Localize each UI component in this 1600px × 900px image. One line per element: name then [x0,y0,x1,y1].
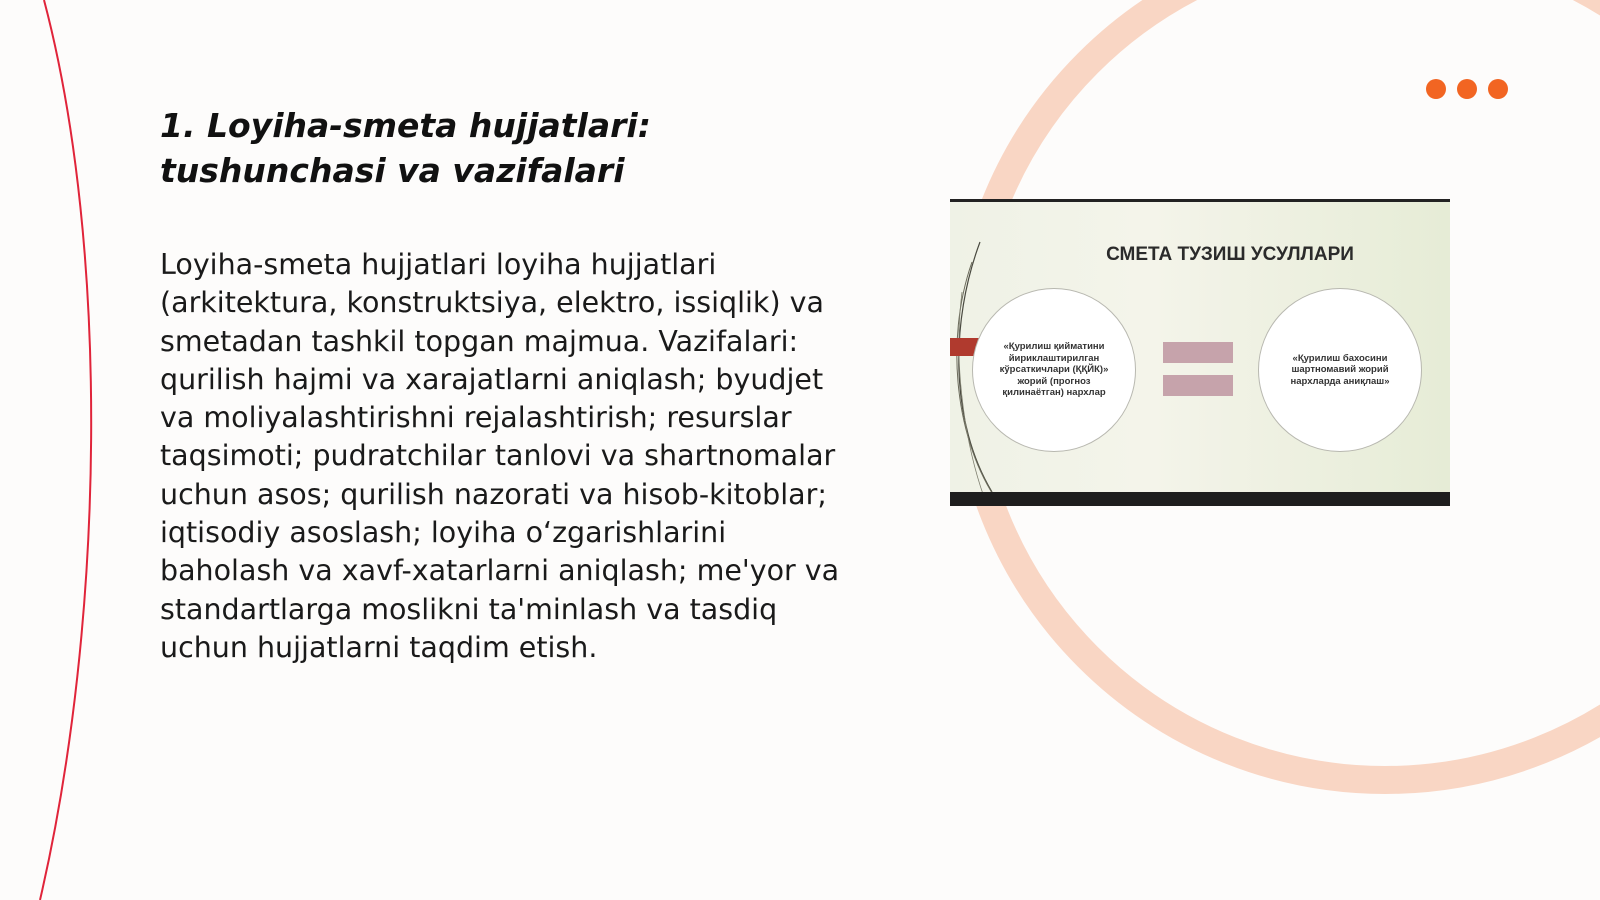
equals-bar-bottom [1163,375,1233,396]
slide-title-line-2: tushunchasi va vazifalari [160,151,625,190]
slide-body-text: Loyiha-smeta hujjatlari loyiha hujjatlari (arkitektura, konstruktsiya, elektro, issiqlik) va smetadan tashkil topgan majmua. Vazifalari: qurilish hajmi va xarajatlarni aniqlash; byudjet va moliyalashtirishni rejalashtirish; resurslar taqsimoti; pudratchilar tanlovi va shartnomalar uchun asos; qurilish nazorati va hisob-kitoblar; iqtisodiy asoslash; loyiha o‘zgarishlarini baholash va xavf-xatarlarni aniqlash; me'yor va standartlarga moslikni ta'minlash va tasdiq uchun hujjatlarni taqdim etish. [160,248,840,664]
embedded-slide-image [950,199,1450,506]
embedded-slide-title: СМЕТА ТУЗИШ УСУЛЛАРИ [1106,244,1354,265]
dot-icon [1457,79,1477,99]
embedded-bottom-bar [950,492,1450,506]
left-method-circle: «Қурилиш қийматини йириклаштирилган кўрсаткичлари (ҚҚЙК)» жорий (прогноз қилинаётган) нархлар [972,288,1136,452]
three-dots-icon [1426,79,1446,99]
slide-title [160,103,820,193]
decorative-curve-line [40,0,91,900]
equals-icon [1163,342,1233,363]
slide-title-line-1: 1. Loyiha-smeta hujjatlari: [160,106,651,145]
more-options-dots [1426,79,1508,99]
right-method-circle: «Қурилиш бахосини шартномавий жорий нархларда аниқлаш» [1258,288,1422,452]
dot-icon [1488,79,1508,99]
